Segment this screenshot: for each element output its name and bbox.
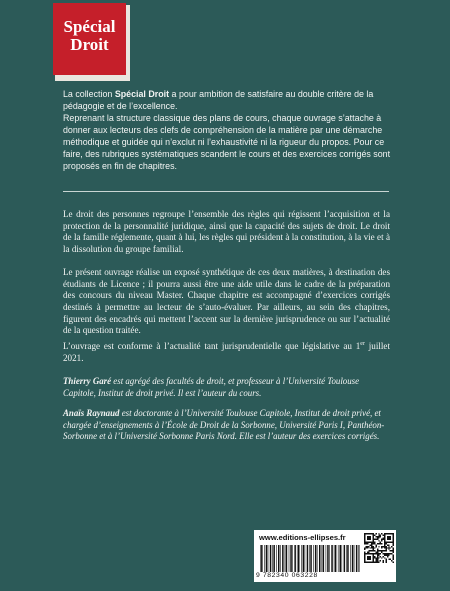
isbn-number: 9 782340 063228 (256, 572, 318, 579)
collection-badge (53, 3, 126, 75)
book-description (63, 209, 390, 366)
qr-code-icon (364, 533, 394, 563)
barcode-box (254, 530, 396, 582)
publisher-url: www.editions-ellipses.fr (259, 533, 346, 542)
collection-name: Spécial Droit (114, 89, 170, 99)
collection-description (63, 88, 393, 172)
badge-line-1: Spécial (63, 17, 116, 36)
divider (63, 191, 389, 192)
collection-intro: La collection Spécial Droit a pour ambition de satisfaire au double critère de la pédagogie et de l’excellence. (63, 89, 374, 111)
badge-line-2: Droit (70, 35, 109, 54)
description-paragraph-2: Le présent ouvrage réalise un exposé synthétique de ces deux matières, à destination des étudiants de Licence ; il pourra aussi être une aide utile dans le cadre de la préparation des concours du niveau Master. Chaque chapitre est accompagné d’exercices corrigés destinés à permettre au lecteur de s’auto-évaluer. Par ailleurs, au sein des chapitres, figurent des encadrés qui mettent l’accent sur la dernière jurisprudence ou sur l’actualité de la question traitée. (63, 266, 390, 336)
author-name: Thierry Garé (63, 376, 112, 386)
collection-paragraph-2: Reprenant la structure classique des plans de cours, chaque ouvrage s’attache à donner aux lecteurs des clefs de compréhension de la matière par une démarche méthodique et guidée qui n’exclut ni l’exhaustivité ni la rigueur du propos. Pour ce faire, des rubriques systématiques scandent le cours et des exercices corrigés sont proposés en fin de chapitres. (63, 113, 391, 171)
description-paragraph-3: L’ouvrage est conforme à l’actualité tant jurisprudentielle que législative au 1er juillet 2021. (63, 341, 390, 363)
author-name: Anaïs Raynaud (63, 408, 120, 419)
barcode (260, 545, 360, 572)
author-bio-2: Anaïs Raynaud est doctorante à l’Université Toulouse Capitole, Institut de droit privé, et chargée d’enseignements à l’École de Droit de la Sorbonne, Université Paris I, Panthéon-Sorbonne et à l’Université Sorbonne Paris Nord. Elle est l’auteur des exercices corrigés. (63, 408, 385, 442)
description-paragraph-1: Le droit des personnes regroupe l’ensemble des règles qui régissent l’acquisition et la protection de la personnalité juridique, ainsi que la capacité des sujets de droit. Le droit de la famille réglemente, quant à lui, les règles qui président à la constitution, à la vie et à la dissolution du groupe familial. (63, 209, 390, 255)
author-bio-1: Thierry Garé est agrégé des facultés de droit, et professeur à l’Université Toulouse Capitole, Institut de droit privé. Il est l’auteur du cours. (63, 376, 360, 398)
author-bios (63, 376, 393, 452)
